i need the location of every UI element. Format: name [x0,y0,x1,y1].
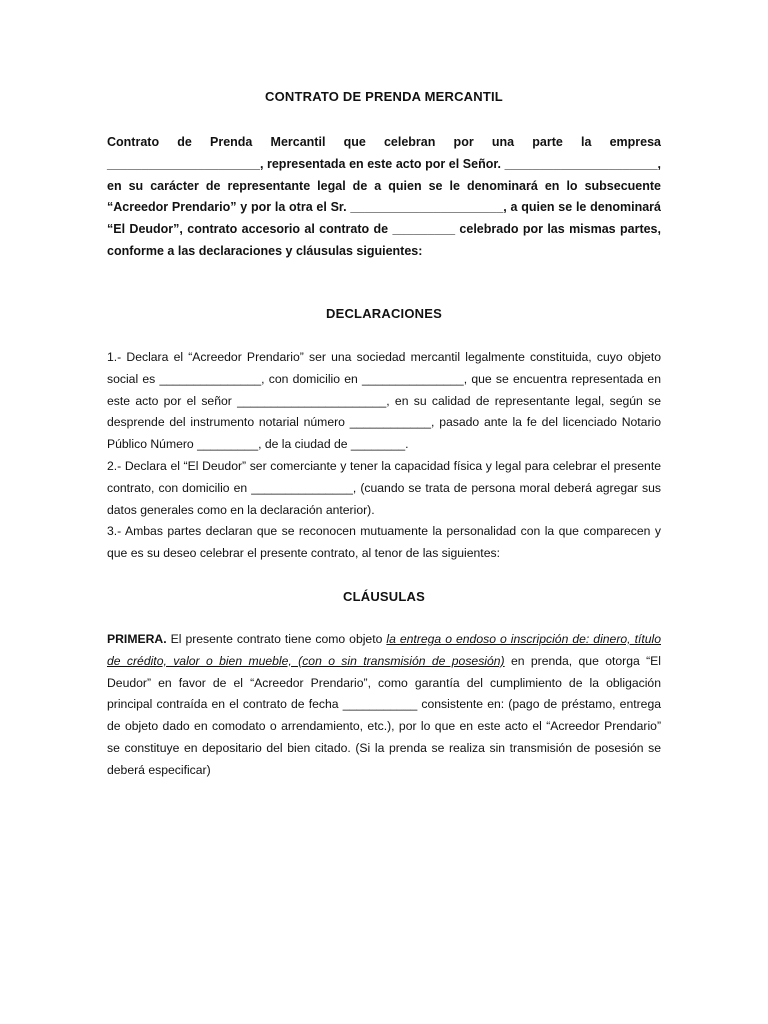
clausula-primera [107,629,661,782]
clausula-primera-object: la entrega o endoso o inscripción de: dinero, título de crédito, valor o bien mueble, (con o sin transmisión de posesión) [107,632,661,668]
document-title: CONTRATO DE PRENDA MERCANTIL [265,89,503,104]
declaration-1: 1.- Declara el “Acreedor Prendario” ser una sociedad mercantil legalmente constituida, cuyo objeto social es _______________, con domicilio en _______________, que se encuentra representada en este acto por el señor ______________________, en su calidad de representante legal, según se desprende del instrumento notarial número ____________, pasado ante la fe del licenciado Notario Público Número _________, de la ciudad de ________. [107,350,661,452]
clausula-primera-label: PRIMERA. [107,632,167,646]
intro-paragraph: Contrato de Prenda Mercantil que celebran por una parte la empresa ______________________, representada en este acto por el Señor. ______________________, en su carácter de representante legal de a quien se le denominará en lo subsecuente “Acreedor Prendario” y por la otra el Sr. ______________________, a quien se le denominará “El Deudor”, contrato accesorio al contrato de _________ celebrado por las mismas partes, conforme a las declaraciones y cláusulas siguientes: [107,135,661,258]
clausula-primera-text-before: El presente contrato tiene como objeto [166,632,387,646]
declaraciones-heading: DECLARACIONES [326,306,442,321]
clausula-primera-text-after: en prenda, que otorga “El Deudor” en favor de el “Acreedor Prendario”, como garantía del cumplimiento de la obligación principal contraída en el contrato de fecha ___________ consistente en: (pago de préstamo, entrega de objeto dado en comodato o arrendamiento, etc.), por lo que en este acto el “Acreedor Prendario” se constituye en depositario del bien citado. (Si la prenda se realiza sin transmisión de posesión se deberá especificar) [107,653,661,777]
clausulas-heading: CLÁUSULAS [343,589,425,604]
declaration-2: 2.- Declara el “El Deudor” ser comerciante y tener la capacidad física y legal para celebrar el presente contrato, con domicilio en _______________, (cuando se trata de persona moral deberá agregar sus datos generales como en la declaración anterior). [107,459,661,517]
declaration-3: 3.- Ambas partes declaran que se reconocen mutuamente la personalidad con la que comparecen y que es su deseo celebrar el presente contrato, al tenor de las siguientes: [107,524,661,560]
